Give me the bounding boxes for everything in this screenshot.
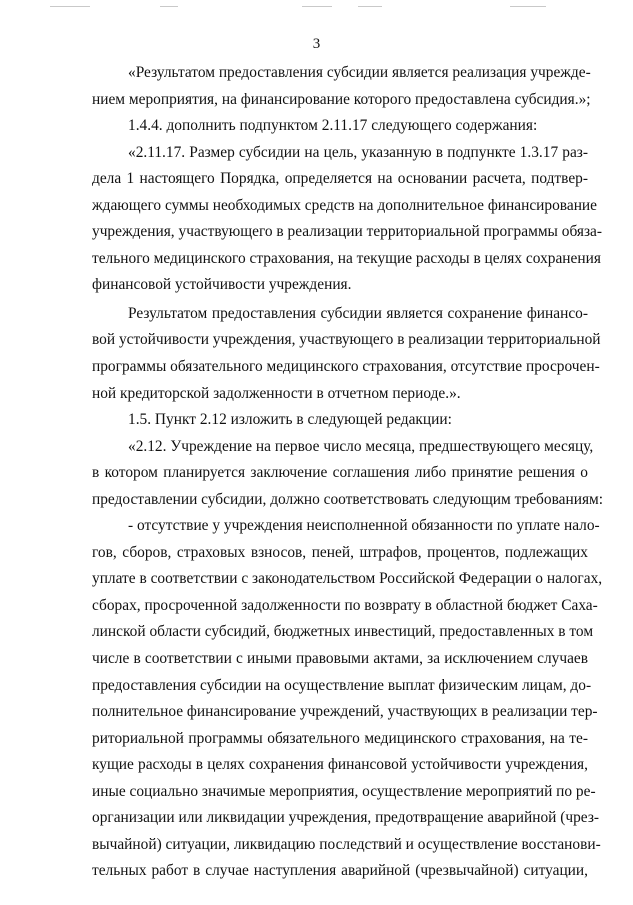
- text-line: иные социально значимые мероприятия, осуществление мероприятий по ре-: [92, 782, 596, 800]
- text-line: «2.11.17. Размер субсидии на цель, указанную в подпункте 1.3.17 раз-: [128, 143, 588, 161]
- paragraph: [92, 407, 588, 434]
- text-line: предоставления субсидии на осуществление выплат физическим лицам, до-: [92, 676, 592, 694]
- text-line: нием мероприятия, на финансирование которого предоставлена субсидия.»;: [92, 90, 591, 108]
- text-line: «Результатом предоставления субсидии является реализация учрежде-: [128, 64, 591, 81]
- paragraph: [92, 140, 603, 299]
- document-body: [92, 60, 604, 885]
- text-line: гов, сборов, страховых взносов, пеней, штрафов, процентов, подлежащих: [92, 543, 588, 561]
- text-line: в котором планируется заключение соглашения либо принятие решения о: [92, 464, 588, 482]
- page-number: 3: [312, 36, 321, 52]
- text-line: ждающего суммы необходимых средств на дополнительное финансирование: [92, 196, 597, 214]
- text-line: 1.5. Пункт 2.12 изложить в следующей редакции:: [128, 411, 452, 429]
- text-line: числе в соответствии с иными правовыми актами, за исключением случаев: [92, 650, 588, 668]
- text-line: 1.4.4. дополнить подпунктом 2.11.17 следующего содержания:: [128, 117, 538, 135]
- text-line: предоставлении субсидии, должно соответствовать следующим требованиям:: [92, 490, 604, 508]
- paragraph: [92, 434, 604, 514]
- text-line: дела 1 настоящего Порядка, определяется на основании расчета, подтвер-: [92, 170, 588, 188]
- text-line: организации или ликвидации учреждения, предотвращение аварийной (чрез-: [92, 809, 600, 827]
- paragraph: [92, 60, 591, 113]
- text-line: сборах, просроченной задолженности по возврату в областной бюджет Саха-: [92, 596, 598, 614]
- text-line: тельного медицинского страхования, на текущие расходы в целях сохранения: [92, 249, 601, 267]
- text-line: учреждения, участвующего в реализации территориальной программы обяза-: [92, 223, 603, 241]
- text-line: уплате в соответствии с законодательством Российской Федерации о налогах,: [92, 570, 603, 588]
- text-line: полнительное финансирование учреждений, участвующих в реализации тер-: [92, 703, 598, 721]
- scan-artifact: [40, 4, 590, 12]
- text-line: ной кредиторской задолженности в отчетном периоде.».: [92, 384, 461, 402]
- text-line: вычайной) ситуации, ликвидацию последствий и осуществление восстанови-: [92, 835, 601, 853]
- text-line: - отсутствие у учреждения неисполненной обязанности по уплате нало-: [128, 517, 600, 535]
- text-line: вой устойчивости учреждения, участвующего в реализации территориальной: [92, 331, 601, 349]
- text-line: кущие расходы в целях сохранения финансовой устойчивости учреждения,: [92, 756, 588, 774]
- text-line: «2.12. Учреждение на первое число месяца, предшествующего месяцу,: [128, 437, 594, 455]
- paragraph: [92, 513, 603, 885]
- text-line: тельных работ в случае наступления аварийной (чрезвычайной) ситуации,: [92, 862, 588, 880]
- text-line: финансовой устойчивости учреждения.: [92, 276, 352, 294]
- text-line: Результатом предоставления субсидии является сохранение финансо-: [128, 304, 588, 322]
- text-line: риториальной программы обязательного медицинского страхования, на те-: [92, 729, 588, 747]
- text-line: программы обязательного медицинского страхования, отсутствие просрочен-: [92, 358, 600, 376]
- text-line: линской области субсидий, бюджетных инвестиций, предоставленных в том: [92, 623, 594, 641]
- paragraph: [92, 301, 601, 407]
- paragraph: [92, 113, 588, 140]
